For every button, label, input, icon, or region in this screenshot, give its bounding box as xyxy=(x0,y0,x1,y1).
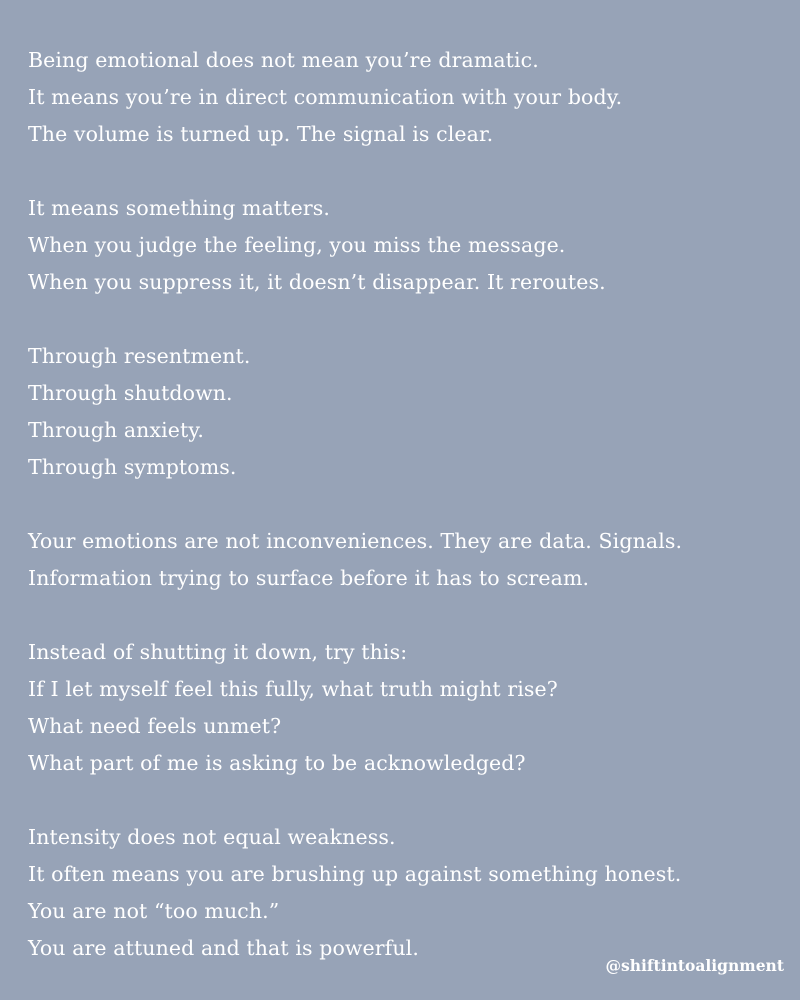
text-line: It means you’re in direct communication with your body. xyxy=(28,85,623,109)
text-line: It means something matters. xyxy=(28,196,330,220)
text-line: Through resentment. xyxy=(28,344,251,368)
author-handle: @shiftintoalignment xyxy=(605,956,784,975)
text-line: What need feels unmet? xyxy=(28,714,282,738)
text-line: When you suppress it, it doesn’t disappear. It reroutes. xyxy=(28,270,606,294)
text-line: Through symptoms. xyxy=(28,455,237,479)
text-line: You are not “too much.” xyxy=(28,899,280,923)
text-line: What part of me is asking to be acknowledged? xyxy=(28,751,526,775)
stanza-4 xyxy=(28,523,788,597)
text-line: When you judge the feeling, you miss the message. xyxy=(28,233,566,257)
stanza-6 xyxy=(28,819,788,967)
text-line: Intensity does not equal weakness. xyxy=(28,825,396,849)
stanza-2 xyxy=(28,190,788,301)
text-line: Through shutdown. xyxy=(28,381,233,405)
text-line: If I let myself feel this fully, what truth might rise? xyxy=(28,677,558,701)
text-line: You are attuned and that is powerful. xyxy=(28,936,419,960)
text-line: It often means you are brushing up against something honest. xyxy=(28,862,682,886)
text-line: Being emotional does not mean you’re dramatic. xyxy=(28,48,539,72)
text-line: Your emotions are not inconveniences. They are data. Signals. xyxy=(28,529,683,553)
stanza-5 xyxy=(28,634,788,782)
text-line: The volume is turned up. The signal is clear. xyxy=(28,122,494,146)
stanza-1 xyxy=(28,42,788,153)
text-line: Instead of shutting it down, try this: xyxy=(28,640,408,664)
text-line: Information trying to surface before it has to scream. xyxy=(28,566,590,590)
stanza-3 xyxy=(28,338,788,486)
text-line: Through anxiety. xyxy=(28,418,204,442)
